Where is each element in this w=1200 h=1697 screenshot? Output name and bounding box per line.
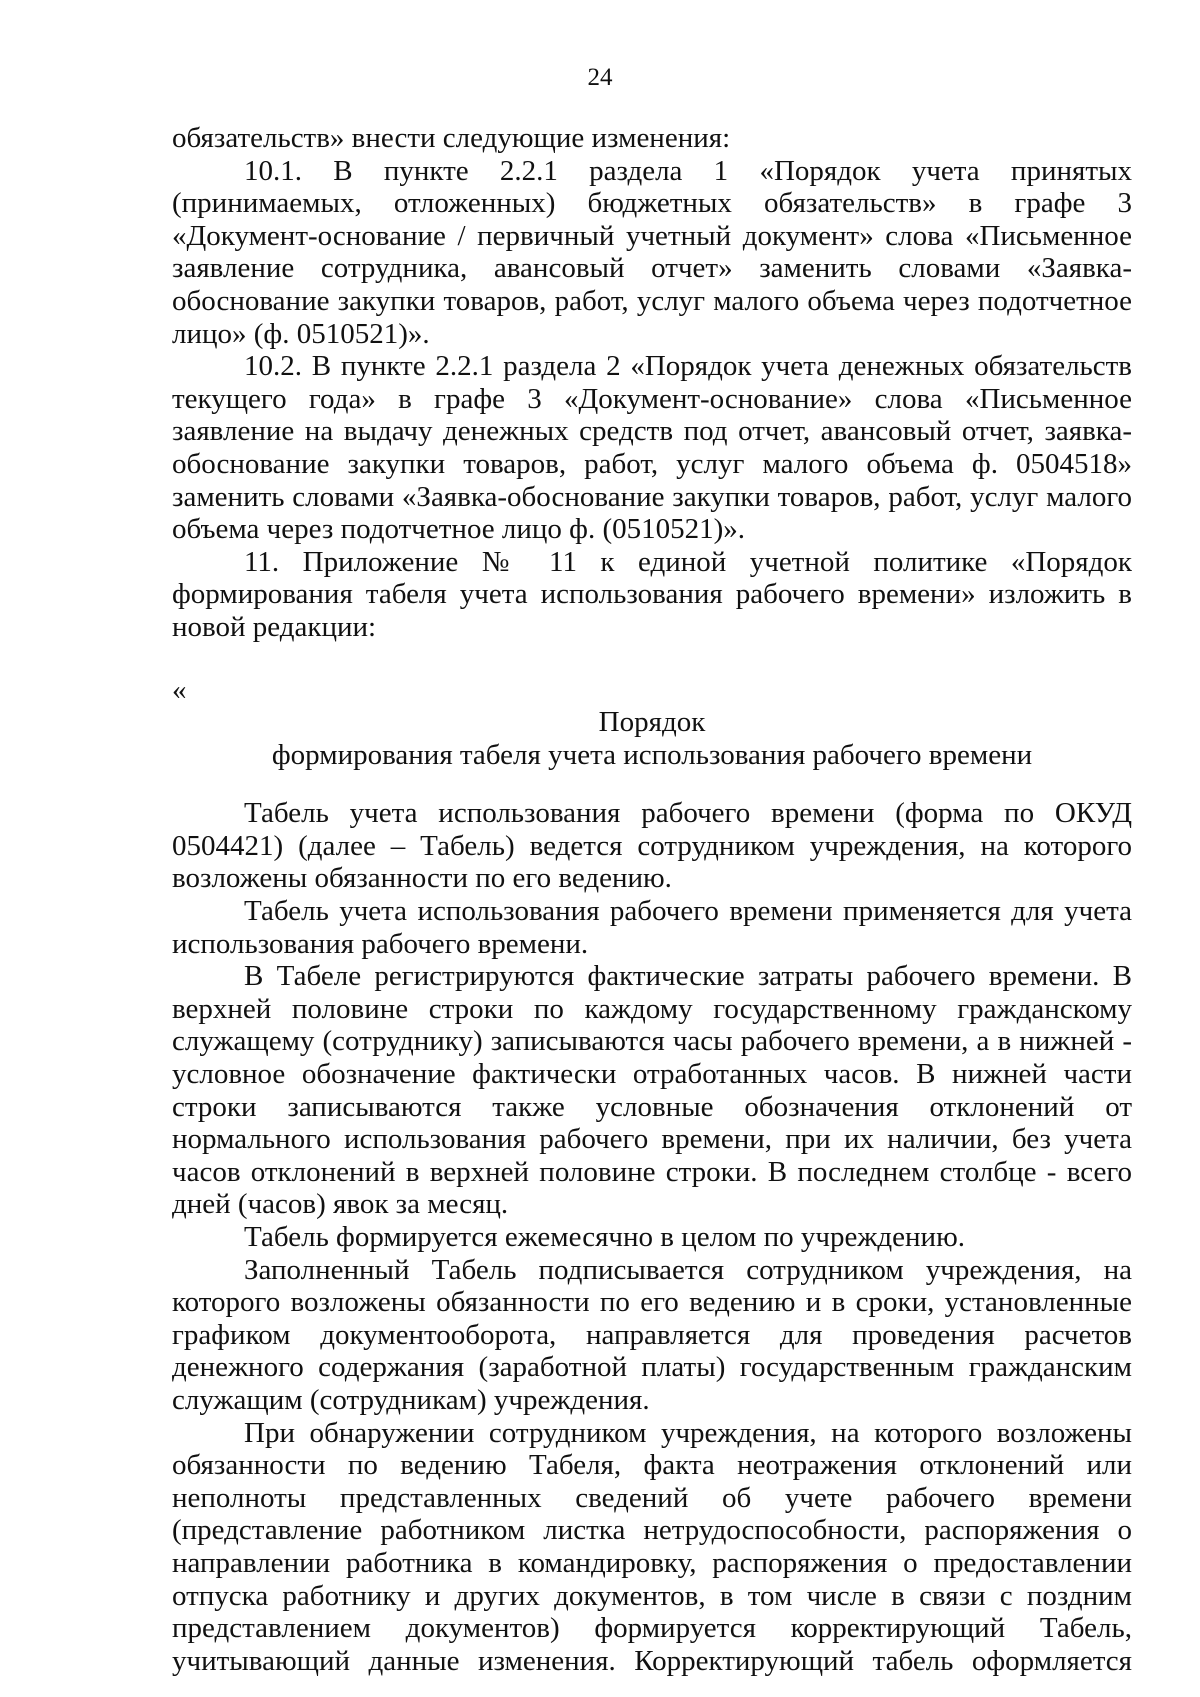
paragraph-10-1: 10.1. В пункте 2.2.1 раздела 1 «Порядок учета принятых (принимаемых, отложенных) бюджетных обязательств» в графе 3 «Документ-основание / первичный учетный документ» слова «Письменное заявление сотрудника, авансовый отчет» заменить словами «Заявка-обоснование закупки товаров, работ, услуг малого объема через подотчетное лицо» (ф. 0510521)».: [172, 154, 1132, 350]
page-number: 24: [587, 64, 613, 91]
spacer: [172, 644, 1132, 674]
paragraph-tabel-purpose: Табель учета использования рабочего времени применяется для учета использования рабочего времени.: [172, 895, 1132, 960]
heading-subtitle: формирования табеля учета использования рабочего времени: [271, 738, 1033, 771]
paragraph-tabel-signing: Заполненный Табель подписывается сотрудником учреждения, на которого возложены обязанности по его ведению и в сроки, установленные графиком документооборота, направляется для проведения расчетов денежного содержания (заработной платы) государственным гражданским служащим (сотрудникам) учреждения.: [172, 1253, 1132, 1416]
paragraph-tabel-correction: При обнаружении сотрудником учреждения, на которого возложены обязанности по ведению Табеля, факта неотражения отклонений или неполноты представленных сведений об учете рабочего времени (представление работником листка нетрудоспособности, распоряжения о направлении работника в командировку, распоряжения о предоставлении отпуска работнику и других документов, в том числе в связи с поздним представлением документов) формируется корректирующий Табель, учитывающий данные изменения. Корректирующий табель оформляется: [172, 1416, 1132, 1677]
paragraph-10-2: 10.2. В пункте 2.2.1 раздела 2 «Порядок учета денежных обязательств текущего года» в графе 3 «Документ-основание» слова «Письменное заявление на выдачу денежных средств под отчет, авансовый отчет, заявка-обоснование закупки товаров, работ, услуг малого объема ф. 0504518» заменить словами «Заявка-обоснование закупки товаров, работ, услуг малого объема через подотчетное лицо ф. (0510521)».: [172, 350, 1132, 546]
paragraph-tabel-intro: Табель учета использования рабочего времени (форма по ОКУД 0504421) (далее – Табель) ведется сотрудником учреждения, на которого возложены обязанности по его ведению.: [172, 797, 1132, 895]
paragraph-tabel-registration: В Табеле регистрируются фактические затраты рабочего времени. В верхней половине строки по каждому государственному гражданскому служащему (сотруднику) записываются часы рабочего времени, а в нижней - условное обозначение фактически отработанных часов. В нижней части строки записываются также условные обозначения отклонений от нормального использования рабочего времени, при их наличии, без учета часов отклонений в верхней половине строки. В последнем столбце - всего дней (часов) явок за месяц.: [172, 960, 1132, 1221]
paragraph-continuation: обязательств» внести следующие изменения:: [172, 122, 731, 154]
document-body: [172, 122, 1132, 1677]
opening-quote: «: [172, 673, 187, 706]
spacer: [172, 771, 1132, 797]
paragraph-tabel-monthly: Табель формируется ежемесячно в целом по учреждению.: [244, 1221, 965, 1253]
paragraph-11: 11. Приложение № 11 к единой учетной политике «Порядок формирования табеля учета использования рабочего времени» изложить в новой редакции:: [172, 545, 1132, 643]
heading-title: Порядок: [598, 706, 706, 739]
